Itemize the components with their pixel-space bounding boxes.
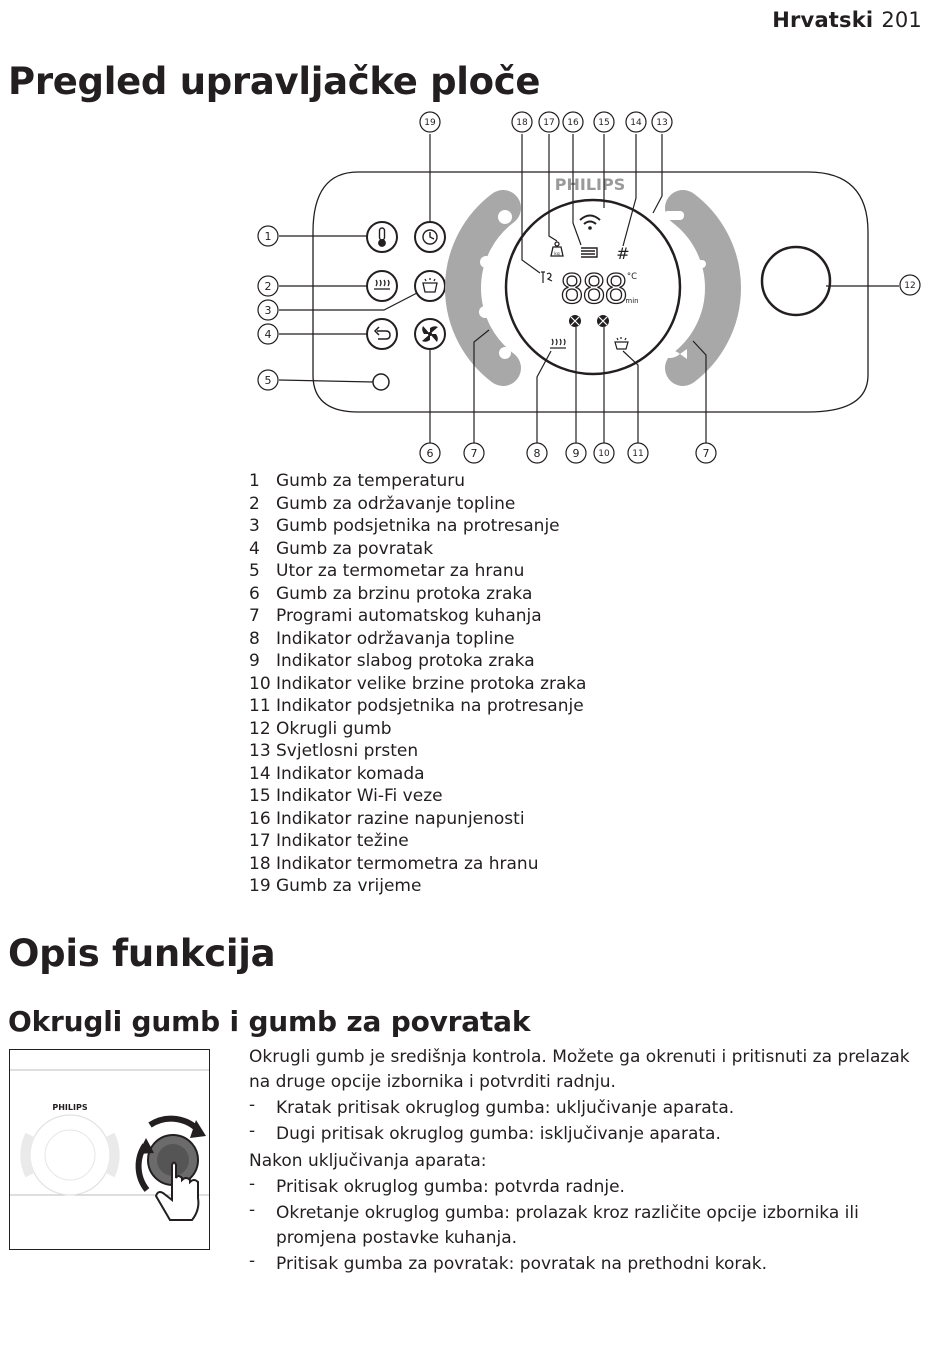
callout-4: 4 <box>264 328 272 341</box>
section-title-overview: Pregled upravljačke ploče <box>8 60 541 103</box>
header-language: Hrvatski <box>772 8 874 32</box>
legend-item: 4 Gumb za povratak <box>249 538 434 559</box>
callout-17: 17 <box>543 118 555 128</box>
control-panel-diagram <box>0 105 950 470</box>
callout-9: 9 <box>572 447 580 460</box>
legend-item: 17 Indikator težine <box>249 831 409 851</box>
list-item: - Dugi pritisak okruglog gumba: isključivanje aparata. <box>249 1122 934 1147</box>
rotate-arrow-icon <box>150 1119 200 1132</box>
bullet-list-1 <box>249 1096 934 1147</box>
temperature-button <box>367 222 397 252</box>
brand-logo: PHILIPS <box>554 175 626 194</box>
callout-7-left: 7 <box>470 447 478 460</box>
shake-reminder-button <box>415 271 445 301</box>
bacon-icon <box>684 260 706 268</box>
page-header <box>772 8 922 32</box>
keep-warm-button <box>367 271 397 301</box>
callout-1: 1 <box>264 230 272 243</box>
callout-15: 15 <box>598 118 610 128</box>
legend-item: 15 Indikator Wi-Fi veze <box>249 786 443 806</box>
legend-item: 10 Indikator velike brzine protoka zraka <box>249 673 587 694</box>
legend-list <box>249 470 586 898</box>
callout-12: 12 <box>904 281 916 291</box>
cupcake-icon <box>498 210 512 224</box>
auto-program-arc-right <box>683 208 723 368</box>
callout-10: 10 <box>598 449 610 459</box>
callout-19: 19 <box>424 118 436 128</box>
legend-item: 11 Indikator podsjetnika na protresanje <box>249 696 584 716</box>
list-item: - Kratak pritisak okruglog gumba: uključivanje aparata. <box>249 1096 934 1121</box>
intro-paragraph: Okrugli gumb je središnja kontrola. Možete ga okrenuti i pritisnuti za prelazak na druge opcije izbornika i potvrditi radnju. <box>249 1047 910 1092</box>
auto-program-arc-left <box>463 208 503 368</box>
chicken-icon <box>688 304 700 316</box>
knob-illustration <box>9 1049 210 1250</box>
callout-8: 8 <box>533 447 541 460</box>
legend-item: 19 Gumb za vrijeme <box>249 876 422 896</box>
round-knob <box>762 247 830 315</box>
legend-item: 18 Indikator termometra za hranu <box>249 853 539 874</box>
pieces-icon: # <box>616 244 630 263</box>
legend-item: 5 Utor za termometar za hranu <box>249 561 525 581</box>
callout-18: 18 <box>516 118 528 128</box>
legend-item: 16 Indikator razine napunjenosti <box>249 808 525 829</box>
min-unit: min <box>625 297 639 305</box>
thumb-brand: PHILIPS <box>52 1103 88 1112</box>
callout-5: 5 <box>264 374 272 387</box>
bullet-list-2 <box>249 1175 934 1277</box>
food-thermometer-socket <box>373 374 389 390</box>
legend-item: 7 Programi automatskog kuhanja <box>249 606 542 626</box>
section-title-functions: Opis funkcija <box>8 932 276 975</box>
subsection-title-knob: Okrugli gumb i gumb za povratak <box>8 1005 531 1038</box>
legend-item: 1 Gumb za temperaturu <box>249 471 465 491</box>
callout-14: 14 <box>630 118 642 128</box>
callout-11: 11 <box>632 449 644 459</box>
legend-item: 12 Okrugli gumb <box>249 718 392 739</box>
callout-16: 16 <box>567 118 579 128</box>
frozen-food-icon <box>664 211 684 220</box>
callout-6: 6 <box>426 447 434 460</box>
legend-item: 3 Gumb podsjetnika na protresanje <box>249 516 560 536</box>
back-button <box>367 319 397 349</box>
mushroom-icon <box>480 256 492 268</box>
legend-item: 8 Indikator održavanja topline <box>249 628 515 649</box>
list-item: - Pritisak okruglog gumba: potvrda radnje. <box>249 1175 934 1200</box>
digit-display: 888 <box>559 267 627 313</box>
legend-item: 13 Svjetlosni prsten <box>249 741 419 761</box>
list-item: - Okretanje okruglog gumba: prolazak kroz različite opcije izbornika ili promjena postavke kuhanja. <box>249 1201 934 1251</box>
callout-3: 3 <box>264 304 272 317</box>
after-switch-on-label: Nakon uključivanja aparata: <box>249 1151 487 1171</box>
legend-item: 9 Indikator slabog protoka zraka <box>249 651 535 671</box>
callout-13: 13 <box>656 118 668 128</box>
weight-unit-label: kg <box>554 252 560 257</box>
page-number: 201 <box>881 8 922 32</box>
knob-description <box>249 1045 934 1278</box>
legend-item: 14 Indikator komada <box>249 763 425 784</box>
celsius-unit: °C <box>626 272 638 282</box>
legend-item: 6 Gumb za brzinu protoka zraka <box>249 583 533 604</box>
fan-icon <box>422 326 438 342</box>
legend-item: 2 Gumb za održavanje topline <box>249 493 516 514</box>
callout-7-right: 7 <box>702 447 710 460</box>
callout-2: 2 <box>264 280 272 293</box>
list-item: - Pritisak gumba za povratak: povratak na prethodni korak. <box>249 1252 934 1277</box>
vegetable-icon <box>479 306 491 318</box>
drumstick-icon-left <box>499 347 511 359</box>
